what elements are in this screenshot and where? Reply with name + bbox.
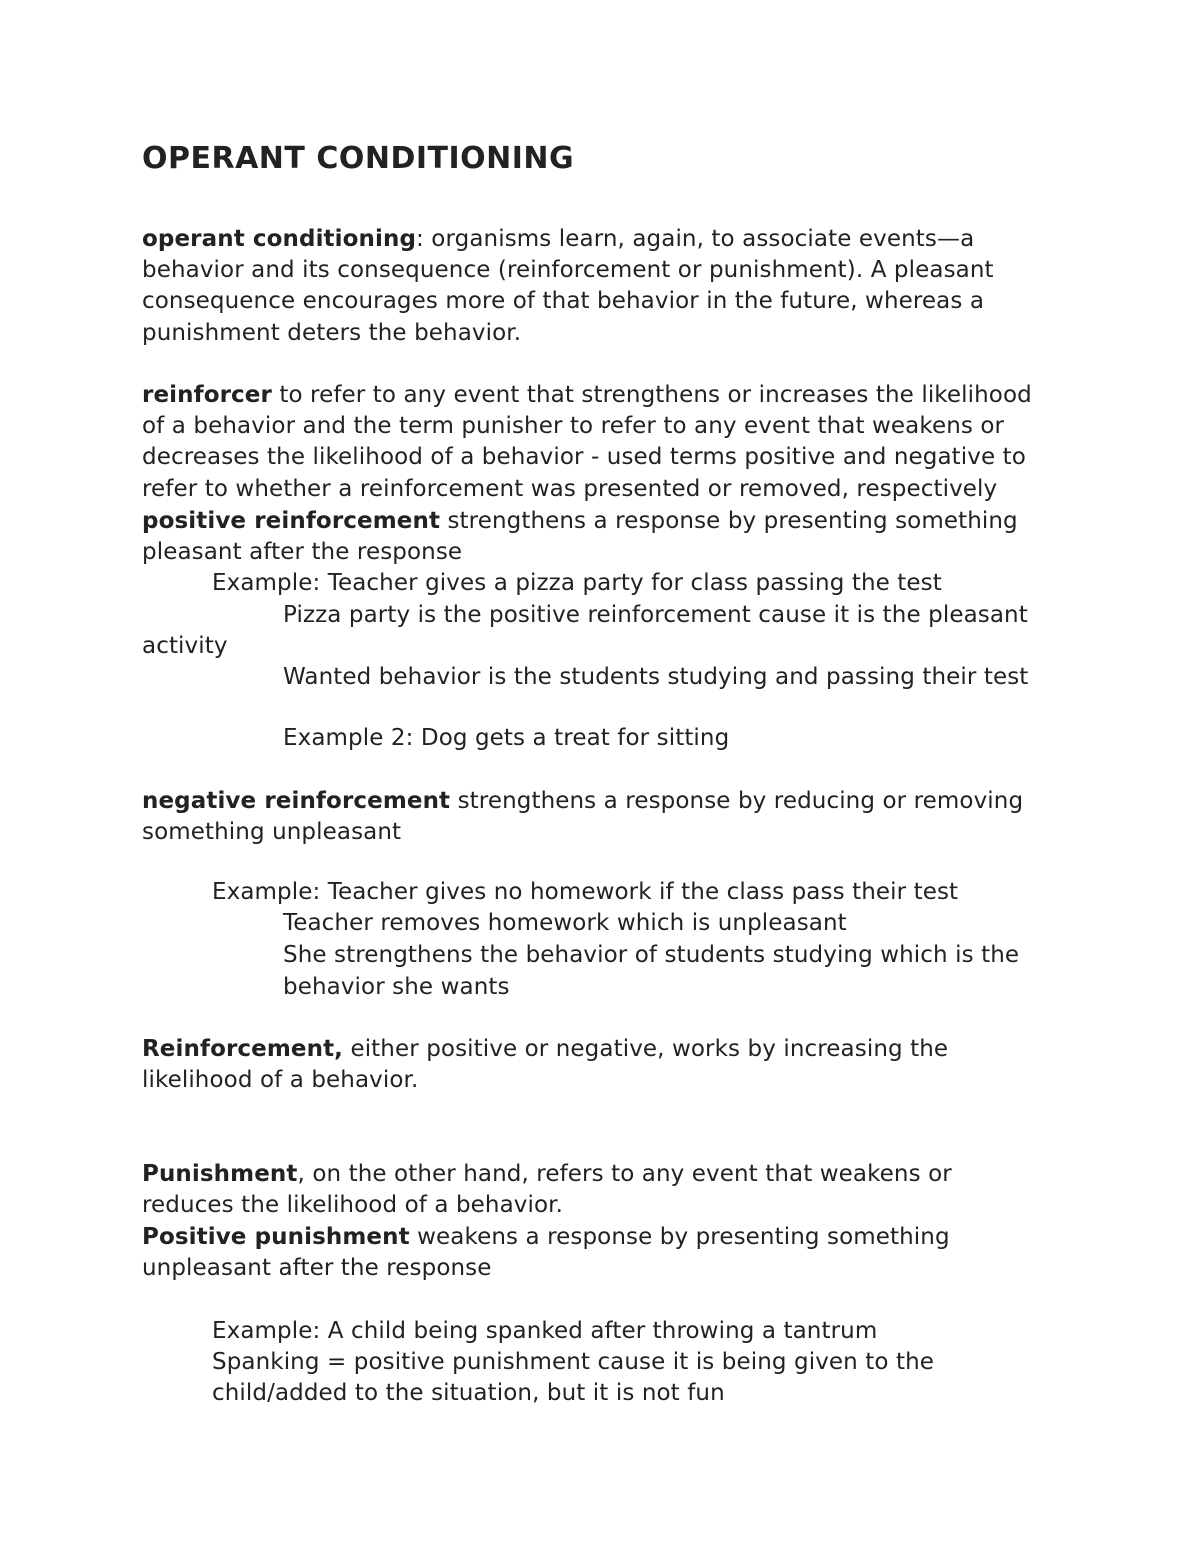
text-line: pleasant after the response — [142, 539, 463, 565]
text-line: strengthens a response by reducing or removing — [450, 788, 1024, 814]
example-line: Example: Teacher gives a pizza party for class passing the test — [212, 570, 942, 596]
definition-operant-conditioning — [142, 224, 974, 255]
definition-punishment — [142, 1159, 952, 1190]
text-line: something unpleasant — [142, 819, 402, 845]
text-line: likelihood of a behavior. — [142, 1067, 419, 1093]
text-line: : organisms learn, again, to associate events—a — [416, 226, 975, 252]
text-line: decreases the likelihood of a behavior - used terms positive and negative to — [142, 444, 1026, 470]
text-line: behavior and its consequence (reinforcement or punishment). A pleasant — [142, 257, 994, 283]
example-line: Example: A child being spanked after throwing a tantrum — [212, 1318, 878, 1344]
term-negative-reinforcement: negative reinforcement — [142, 788, 451, 814]
term-reinforcer: reinforcer — [142, 382, 272, 408]
term-positive-punishment: Positive punishment — [142, 1224, 410, 1250]
text-line: unpleasant after the response — [142, 1255, 492, 1281]
text-line: , on the other hand, refers to any event that weakens or — [297, 1161, 952, 1187]
example-line: Wanted behavior is the students studying and passing their test — [283, 664, 1029, 690]
text-line: punishment deters the behavior. — [142, 320, 522, 346]
example-line: Example 2: Dog gets a treat for sitting — [283, 725, 730, 751]
example-line: Spanking = positive punishment cause it is being given to the — [212, 1349, 935, 1375]
text-line: to refer to any event that strengthens or increases the likelihood — [271, 382, 1032, 408]
example-line: Example: Teacher gives no homework if the class pass their test — [212, 879, 959, 905]
text-line: strengthens a response by presenting something — [440, 508, 1018, 534]
term-reinforcement: Reinforcement, — [142, 1036, 344, 1062]
definition-reinforcement — [142, 1034, 948, 1065]
text-line: weakens a response by presenting something — [409, 1224, 950, 1250]
example-line: Pizza party is the positive reinforcement cause it is the pleasant — [283, 602, 1028, 628]
term-operant-conditioning: operant conditioning — [142, 226, 417, 252]
definition-reinforcer — [142, 380, 1032, 411]
text-line: refer to whether a reinforcement was presented or removed, respectively — [142, 476, 998, 502]
text-line: of a behavior and the term punisher to refer to any event that weakens or — [142, 413, 1005, 439]
example-line: behavior she wants — [283, 974, 510, 1000]
page-title: OPERANT CONDITIONING — [142, 141, 575, 176]
example-line: Teacher removes homework which is unpleasant — [283, 910, 847, 936]
text-line: consequence encourages more of that behavior in the future, whereas a — [142, 288, 985, 314]
example-line: child/added to the situation, but it is not fun — [212, 1380, 725, 1406]
text-line: either positive or negative, works by increasing the — [343, 1036, 949, 1062]
example-line: activity — [142, 633, 228, 659]
definition-positive-punishment — [142, 1222, 950, 1253]
definition-positive-reinforcement — [142, 506, 1018, 537]
term-positive-reinforcement: positive reinforcement — [142, 508, 441, 534]
example-line: She strengthens the behavior of students studying which is the — [283, 942, 1020, 968]
term-punishment: Punishment — [142, 1161, 298, 1187]
text-line: reduces the likelihood of a behavior. — [142, 1192, 564, 1218]
definition-negative-reinforcement — [142, 786, 1023, 817]
